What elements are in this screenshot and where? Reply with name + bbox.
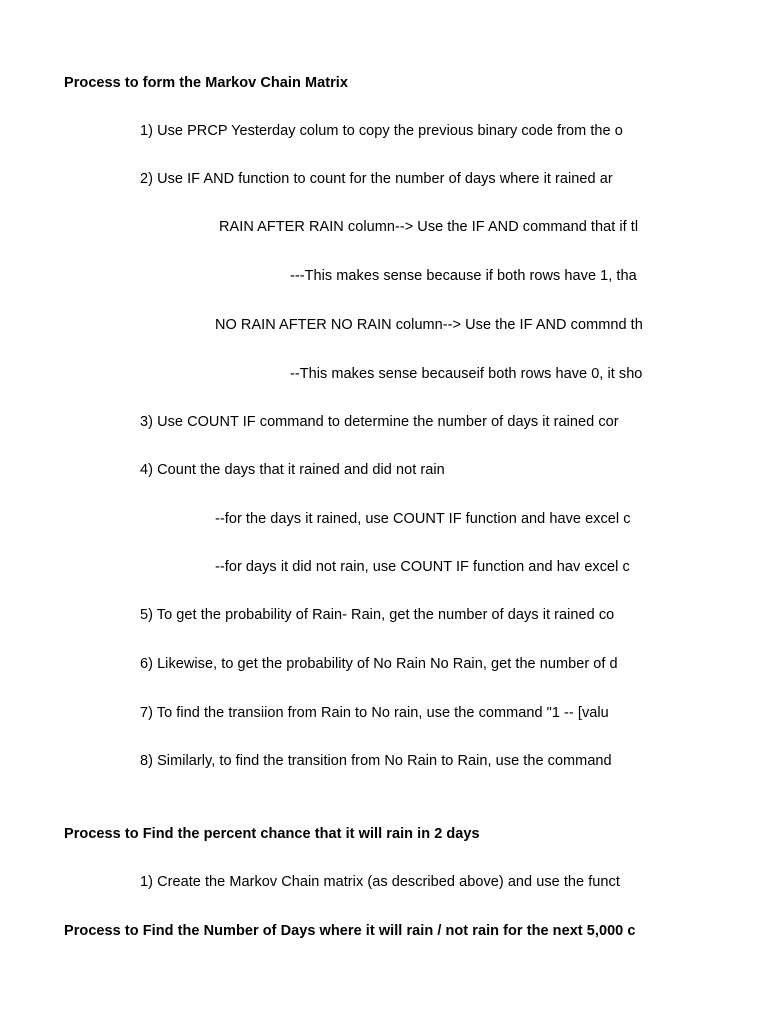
step-2: 2) Use IF AND function to count for the number of days where it rained ar bbox=[140, 171, 613, 187]
heading-percent-chance: Process to Find the percent chance that it will rain in 2 days bbox=[64, 826, 480, 842]
step-2-rain-after-rain: RAIN AFTER RAIN column--> Use the IF AND command that if tl bbox=[219, 219, 639, 235]
step-4-not-rained: --for days it did not rain, use COUNT IF function and hav excel c bbox=[215, 559, 630, 575]
step-3: 3) Use COUNT IF command to determine the number of days it rained cor bbox=[140, 414, 619, 430]
step-6: 6) Likewise, to get the probability of No Rain No Rain, get the number of d bbox=[140, 656, 618, 672]
step-2-no-rain-after-no-rain: NO RAIN AFTER NO RAIN column--> Use the IF AND commnd th bbox=[215, 317, 643, 333]
step-2-rain-explanation: ---This makes sense because if both rows have 1, tha bbox=[290, 268, 637, 284]
step-2-1: 1) Create the Markov Chain matrix (as described above) and use the funct bbox=[140, 874, 620, 890]
heading-number-of-days: Process to Find the Number of Days where it will rain / not rain for the next 5,000 c bbox=[64, 923, 636, 939]
step-7: 7) To find the transiion from Rain to No rain, use the command "1 -- [valu bbox=[140, 705, 609, 721]
step-4: 4) Count the days that it rained and did not rain bbox=[140, 462, 445, 478]
heading-markov-matrix: Process to form the Markov Chain Matrix bbox=[64, 75, 348, 91]
step-5: 5) To get the probability of Rain- Rain, get the number of days it rained co bbox=[140, 607, 615, 623]
step-2-no-rain-explanation: --This makes sense becauseif both rows have 0, it sho bbox=[290, 366, 643, 382]
step-8: 8) Similarly, to find the transition from No Rain to Rain, use the command bbox=[140, 753, 612, 769]
step-1: 1) Use PRCP Yesterday colum to copy the previous binary code from the o bbox=[140, 123, 623, 139]
step-4-rained: --for the days it rained, use COUNT IF function and have excel c bbox=[215, 511, 631, 527]
